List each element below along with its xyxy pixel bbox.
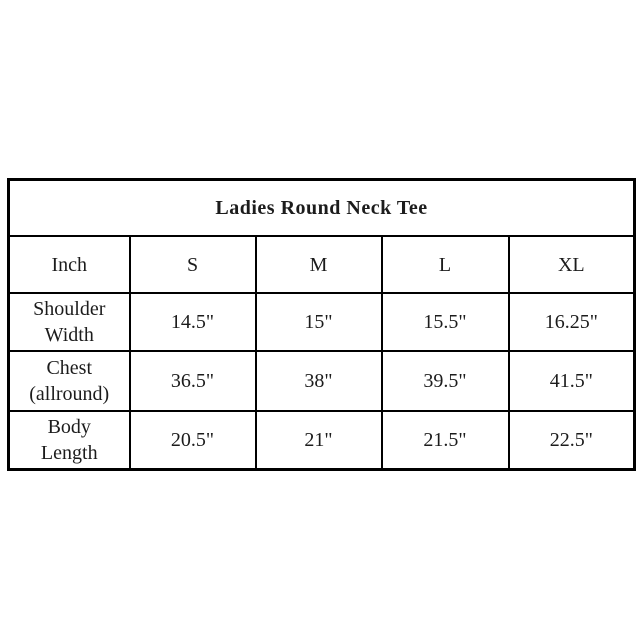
cell-body-length-l: 21.5" — [382, 411, 509, 470]
title-row — [9, 180, 635, 237]
column-header-xl: XL — [509, 236, 635, 293]
cell-body-length-xl: 22.5" — [509, 411, 635, 470]
table-row-shoulder-width — [9, 293, 635, 351]
cell-shoulder-width-l: 15.5" — [382, 293, 509, 351]
cell-shoulder-width-m: 15" — [256, 293, 382, 351]
cell-chest-xl: 41.5" — [509, 351, 635, 411]
row-label-shoulder-width: Shoulder Width — [9, 293, 130, 351]
row-label-chest: Chest (allround) — [9, 351, 130, 411]
column-header-inch: Inch — [9, 236, 130, 293]
table-row-body-length — [9, 411, 635, 470]
cell-body-length-s: 20.5" — [130, 411, 256, 470]
cell-body-length-m: 21" — [256, 411, 382, 470]
column-header-m: M — [256, 236, 382, 293]
cell-chest-l: 39.5" — [382, 351, 509, 411]
header-row — [9, 236, 635, 293]
cell-chest-m: 38" — [256, 351, 382, 411]
row-label-body-length: Body Length — [9, 411, 130, 470]
cell-shoulder-width-s: 14.5" — [130, 293, 256, 351]
column-header-l: L — [382, 236, 509, 293]
cell-chest-s: 36.5" — [130, 351, 256, 411]
size-chart-table — [7, 178, 636, 471]
column-header-s: S — [130, 236, 256, 293]
cell-shoulder-width-xl: 16.25" — [509, 293, 635, 351]
size-chart-title: Ladies Round Neck Tee — [9, 180, 635, 237]
table-row-chest — [9, 351, 635, 411]
